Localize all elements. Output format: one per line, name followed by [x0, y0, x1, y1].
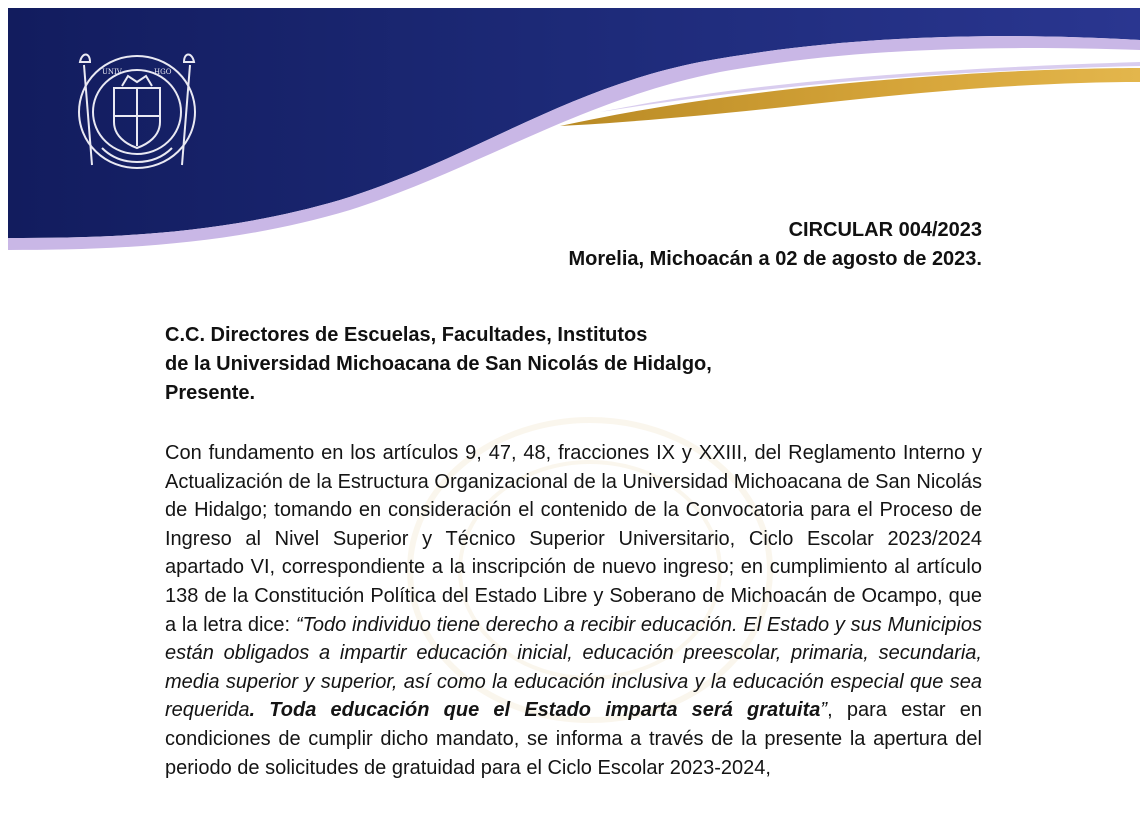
body-conclusion: , para estar en condiciones de cumplir dicho mandato, se informa a través de la presente la apertura del periodo de solicitudes de gratuidad para el Ciclo Escolar 2023-2024,: [165, 699, 982, 779]
body-quote-bold: . Toda educación que el Estado imparta será gratuita: [249, 699, 821, 722]
circular-header: [569, 216, 983, 274]
body-quote: “Todo individuo tiene derecho a recibir educación. El Estado y sus Municipios están obligados a impartir educación inicial, educación preescolar, primaria, secundaria, media superior y superior, así como la educación inclusiva y la educación especial que sea requerida: [165, 613, 982, 722]
addressee-line-1: C.C. Directores de Escuelas, Facultades, Institutos: [165, 324, 648, 346]
place-date: Morelia, Michoacán a 02 de agosto de 2023.: [568, 248, 982, 270]
body-quote-end: ”: [820, 699, 828, 722]
body-paragraph: [165, 439, 982, 782]
university-seal-icon: [62, 40, 212, 180]
circular-number: CIRCULAR 004/2023: [788, 219, 982, 241]
addressee-line-2: de la Universidad Michoacana de San Nicolás de Hidalgo,: [165, 353, 712, 375]
svg-text:UNIV: UNIV: [102, 68, 122, 76]
addressee-line-3: Presente.: [165, 382, 256, 404]
svg-text:HGO: HGO: [154, 68, 172, 76]
body-intro: Con fundamento en los artículos 9, 47, 48, fracciones IX y XXIII, del Reglamento Interno y Actualización de la Estructura Organizacional de la Universidad Michoacana de San Nicolás de Hidalgo; tomando en consideración el contenido de la Convocatoria para el Proceso de Ingreso al Nivel Superior y Técnico Superior Universitario, Ciclo Escolar 2023/2024 apartado VI, correspondiente a la inscripción de nuevo ingreso; en cumplimiento al artículo 138 de la Constitución Política del Estado Libre y Soberano de Michoacán de Ocampo, que a la letra dice:: [165, 442, 982, 636]
addressee-block: [165, 321, 712, 408]
